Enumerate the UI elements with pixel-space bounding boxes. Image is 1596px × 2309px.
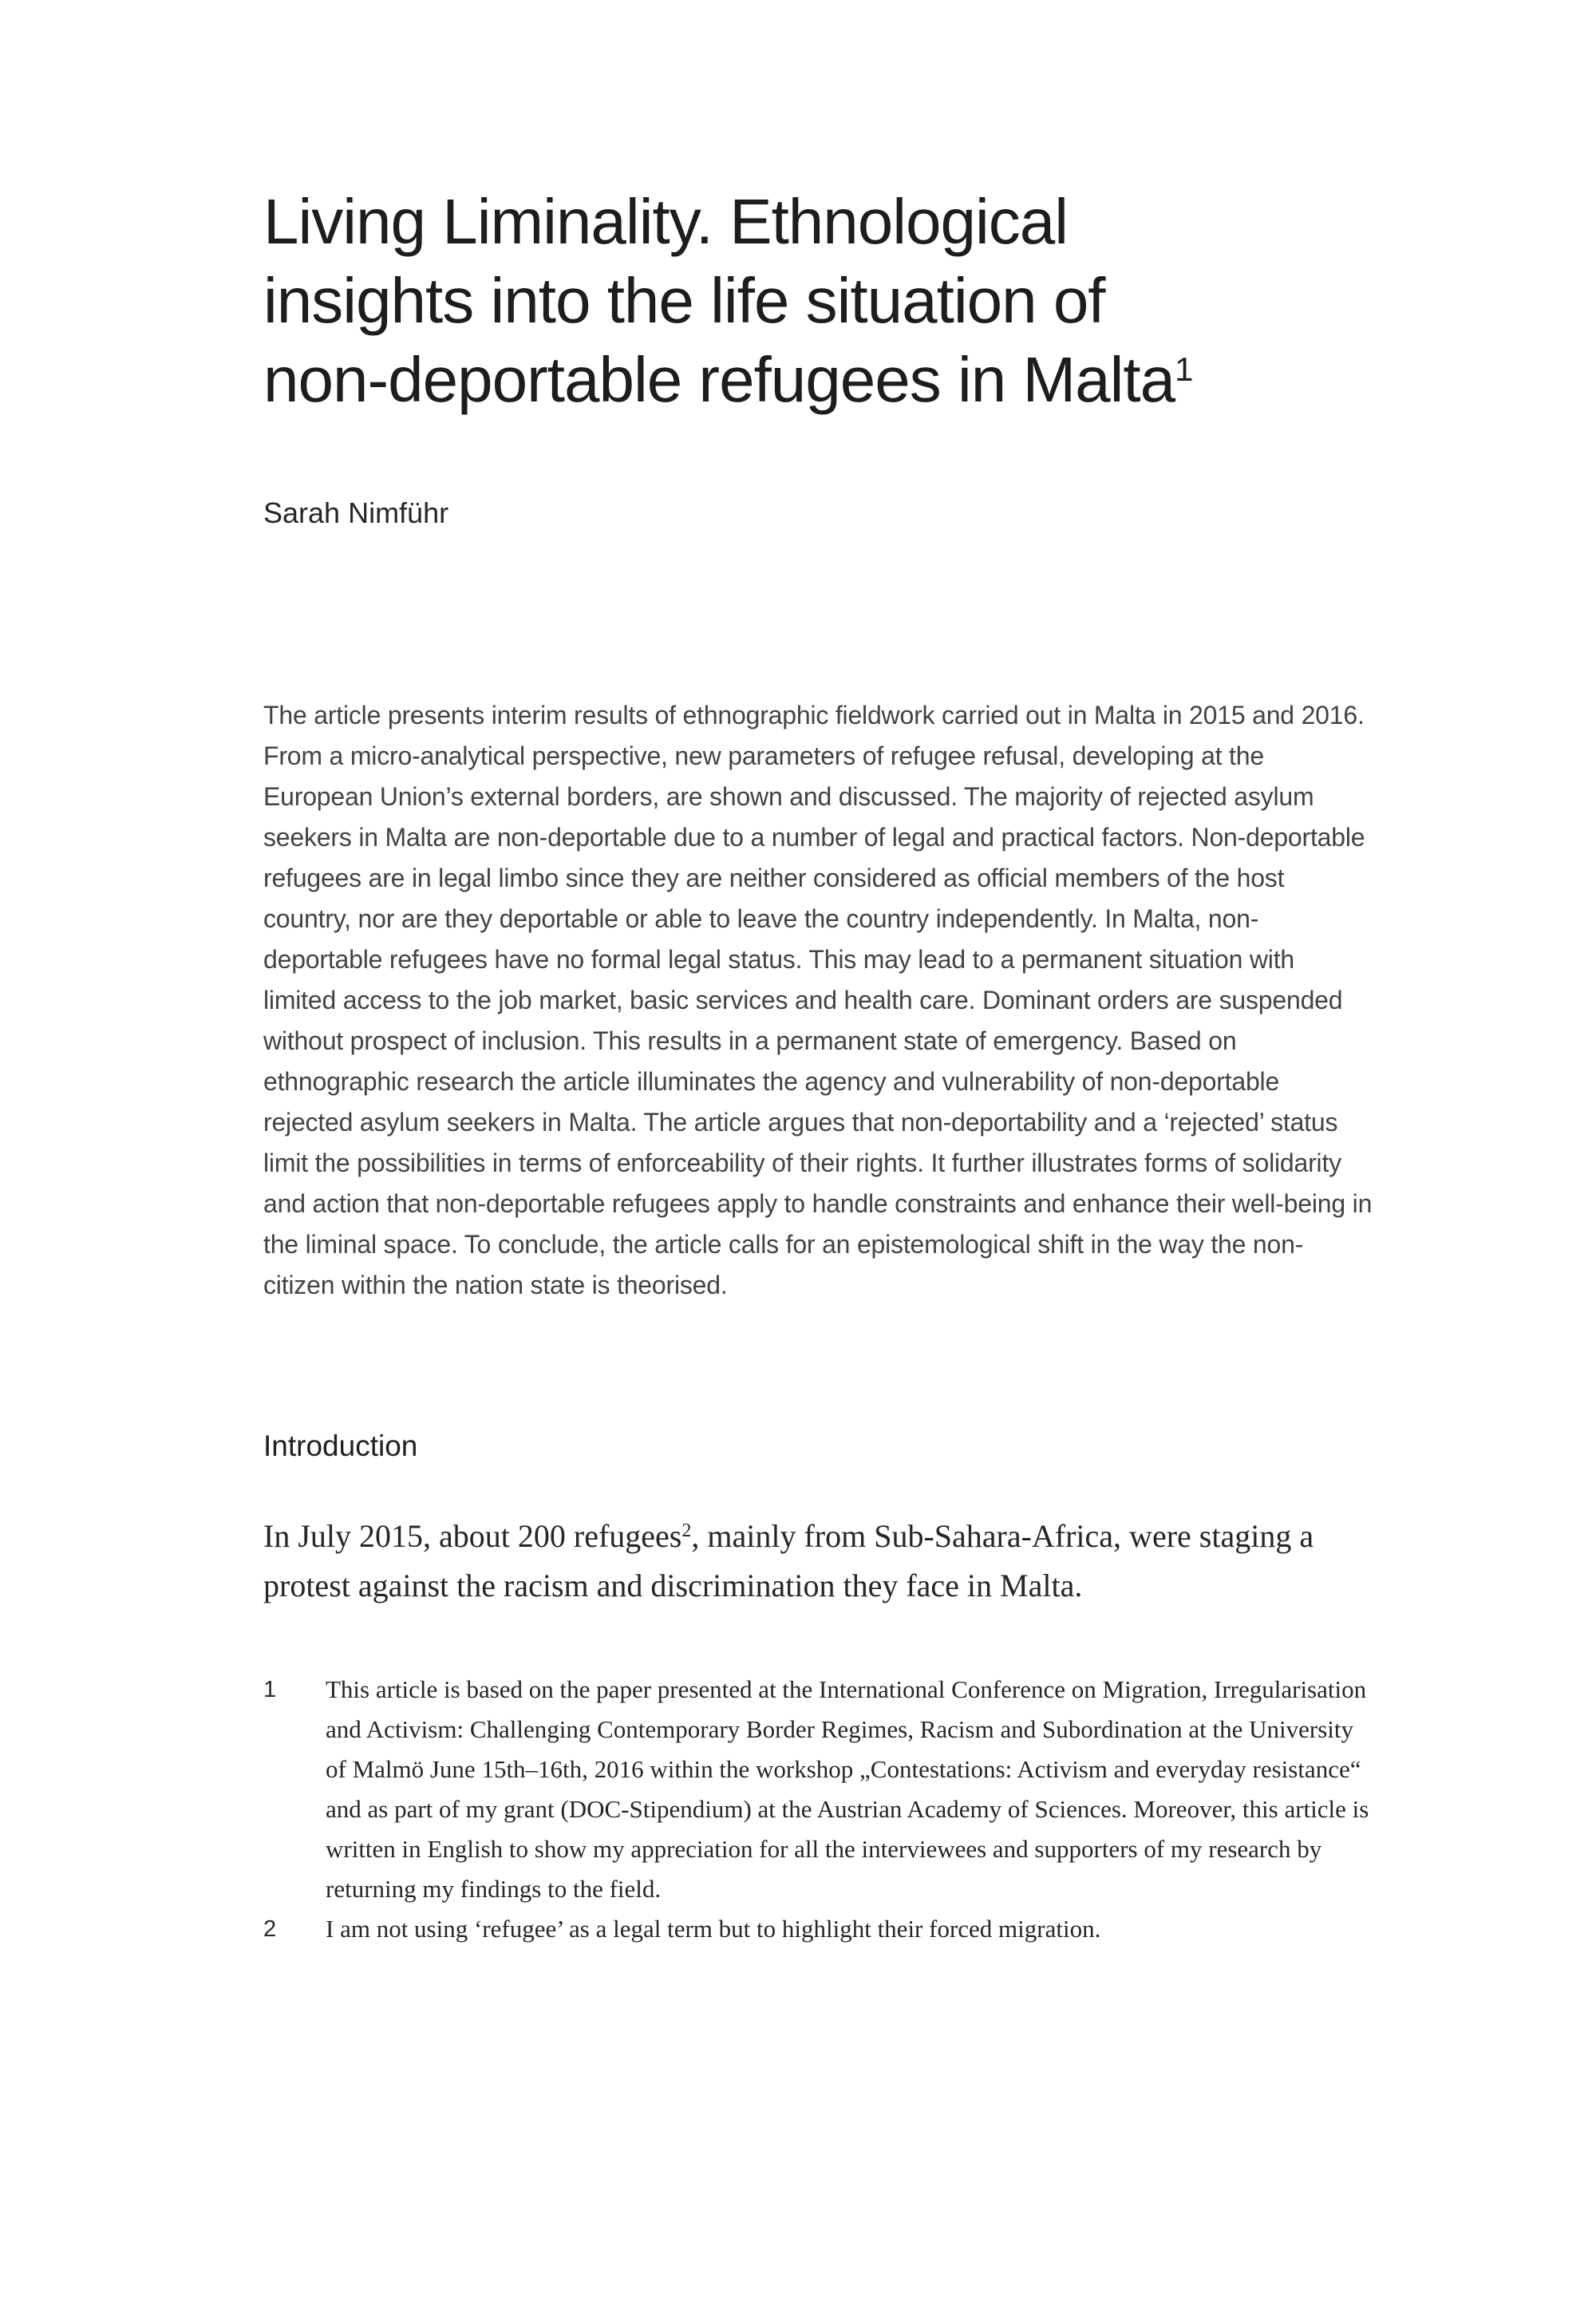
footnote-item-2 [263, 1909, 1373, 1949]
abstract-paragraph: The article presents interim results of ethnographic fieldwork carried out in Malta in 2015 and 2016. From a micro-analytical perspective, new parameters of refugee refusal, developing at the European Union’s external borders, are shown and discussed. The majority of rejected asylum seekers in Malta are non-deportable due to a number of legal and practical factors. Non-deportable refugees are in legal limbo since they are neither considered as official members of the host country, nor are they deportable or able to leave the country independently. In Malta, non-deportable refugees have no formal legal status. This may lead to a permanent situation with limited access to the job market, basic services and health care. Dominant orders are suspended without prospect of inclusion. This results in a permanent state of emergency. Based on ethnographic research the article illuminates the agency and vulnerability of non-deportable rejected asylum seekers in Malta. The article argues that non-deportability and a ‘rejected’ status limit the possibilities in terms of enforceability of their rights. It further illustrates forms of solidarity and action that non-deportable refugees apply to handle constraints and enhance their well-being in the liminal space. To conclude, the article calls for an epistemological shift in the way the non-citizen within the nation state is theorised. [263, 701, 1373, 1299]
footnote-marker-2: 2 [263, 1916, 277, 1942]
article-title [263, 182, 1373, 419]
article-title-line-1: Living Liminality. Ethnological [263, 186, 1069, 257]
author-name: Sarah Nimführ [263, 496, 449, 529]
inline-footnote-ref-2: 2 [681, 1520, 692, 1541]
intro-text-before-ref: In July 2015, about 200 refugees [263, 1518, 682, 1554]
title-footnote-ref-1: 1 [1175, 350, 1194, 388]
footnotes-section [263, 1670, 1373, 1949]
footnote-text-2: I am not using ‘refugee’ as a legal term but to highlight their forced migration. [326, 1915, 1101, 1943]
footnote-item-1 [263, 1670, 1373, 1909]
intro-paragraph [263, 1512, 1373, 1611]
footnote-text-1: This article is based on the paper presented at the International Conference on Migration, Irregularisation and Activism: Challenging Contemporary Border Regimes, Racism and Subordination at the University of Malmö June 15th–16th, 2016 within the workshop „Contestations: Activism and everyday resistance“ and as part of my grant (DOC-Stipendium) at the Austrian Academy of Sciences. Moreover, this article is written in English to show my appreciation for all the interviewees and supporters of my research by returning my findings to the field. [326, 1675, 1369, 1903]
article-title-line-2: insights into the life situation of [263, 265, 1105, 336]
footnote-marker-1: 1 [263, 1677, 277, 1702]
section-heading-introduction: Introduction [263, 1429, 418, 1462]
intro-text-after-ref: , mainly from Sub-Sahara-Africa, were staging a protest against the racism and discrimination they face in Malta. [263, 1518, 1314, 1603]
article-title-line-3-text: non-deportable refugees in Malta [263, 344, 1175, 415]
article-content [263, 182, 1373, 1949]
article-title-line-3 [263, 340, 1373, 419]
